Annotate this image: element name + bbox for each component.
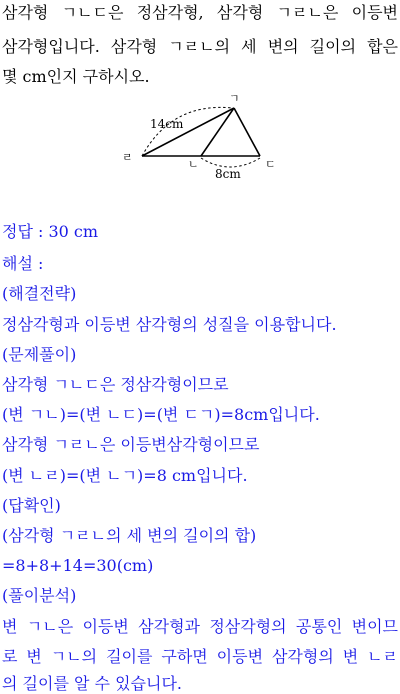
answer-line: 정답 : 30 cm — [2, 222, 99, 241]
vertex-label-r: ㄹ — [122, 151, 133, 164]
solution-line-7: (변 ㄴㄹ)=(변 ㄴㄱ)=8 cm입니다. — [2, 466, 248, 485]
side-label-nd: 8cm — [215, 167, 241, 180]
triangle-figure — [120, 92, 280, 180]
side-gr — [142, 108, 234, 156]
solution-line-6: 삼각형 ㄱㄹㄴ은 이등변삼각형이므로 — [2, 435, 260, 454]
solution-line-9: (삼각형 ㄱㄹㄴ의 세 변의 길이의 합) — [2, 526, 257, 545]
side-gd — [234, 108, 260, 156]
question-line-2: 삼각형입니다. 삼각형 ㄱㄹㄴ의 세 변의 길이의 합은 — [2, 37, 398, 56]
question-line-1: 삼각형 ㄱㄴㄷ은 정삼각형, 삼각형 ㄱㄹㄴ은 이등변 — [2, 3, 398, 22]
vertex-label-g: ㄱ — [229, 92, 240, 105]
solution-line-2: 정삼각형과 이등변 삼각형의 성질을 이용합니다. — [2, 315, 337, 334]
solution-line-3: (문제풀이) — [2, 345, 77, 364]
side-label-gr: 14cm — [150, 117, 184, 131]
solution-line-13: 로 변 ㄱㄴ의 길이를 구하면 이등변 삼각형의 변 ㄴㄹ — [2, 647, 398, 666]
arc-nd — [201, 158, 260, 167]
vertex-label-n: ㄴ — [188, 158, 199, 171]
vertex-label-d: ㄷ — [265, 158, 276, 171]
solution-line-1: (해결전략) — [2, 284, 77, 303]
solution-line-5: (변 ㄱㄴ)=(변 ㄴㄷ)=(변 ㄷㄱ)=8cm입니다. — [2, 405, 320, 424]
solution-line-4: 삼각형 ㄱㄴㄷ은 정삼각형이므로 — [2, 375, 229, 394]
solution-line-10: =8+8+14=30(cm) — [2, 556, 154, 575]
solution-line-14: 의 길이를 알 수 있습니다. — [2, 674, 182, 693]
side-gn — [201, 108, 234, 156]
explanation-label: 해설 : — [2, 254, 44, 273]
question-line-3: 몇 cm인지 구하시오. — [2, 67, 150, 86]
solution-line-11: (풀이분석) — [2, 586, 77, 605]
solution-line-8: (답확인) — [2, 496, 61, 515]
solution-line-12: 변 ㄱㄴ은 이등변 삼각형과 정삼각형의 공통인 변이므 — [2, 617, 398, 636]
